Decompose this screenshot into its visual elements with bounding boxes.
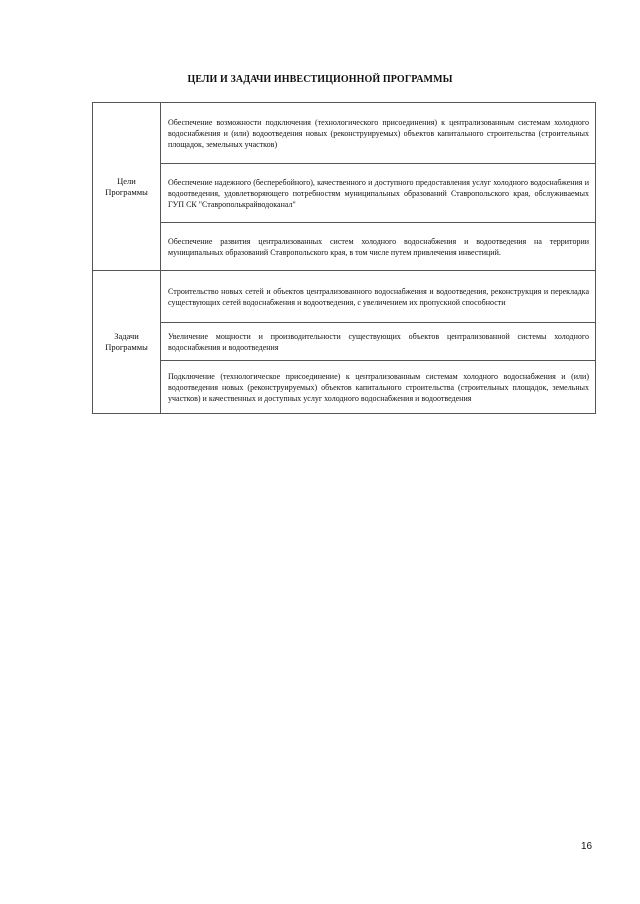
goal-item-2-text: Обеспечение надежного (бесперебойного), качественного и доступного предоставления услуг холодного водоснабжения и водоотведения, удовлетворяющего потребностям муниципальных образований Ставропольского края, обслуживаемых ГУП СК "Ставрополькрайводоканал" [168,177,589,209]
goal-item-3 [161,223,595,270]
goal-item-2 [161,164,595,223]
tasks-label-line1: Задачи [114,331,139,341]
tasks-items [161,271,595,413]
tasks-label-line2: Программы [105,342,148,352]
goal-item-1 [161,103,595,164]
task-item-1-text: Строительство новых сетей и объектов централизованного водоснабжения и водоотведения, реконструкция и перекладка существующих сетей водоснабжения и водоотведения, с увеличением их пропускной способности [168,286,589,307]
task-item-2-text: Увеличение мощности и производительности существующих объектов централизованной системы холодного водоснабжения и водоотведения [168,331,589,352]
tasks-row-group [93,271,595,413]
page-number: 16 [581,841,593,852]
task-item-1 [161,271,595,323]
goals-label-cell [93,103,161,270]
page-title: ЦЕЛИ И ЗАДАЧИ ИНВЕСТИЦИОННОЙ ПРОГРАММЫ [187,74,453,85]
goals-label-line1: Цели [117,175,136,186]
task-item-3 [161,361,595,413]
goals-tasks-table [92,102,596,414]
task-item-2 [161,323,595,361]
goals-row-group [93,103,595,271]
goal-item-1-text: Обеспечение возможности подключения (технологического присоединения) к централизованным системам холодного водоснабжения и (или) водоотведения новых (реконструируемых) объектов капитального строительства (строительных площадок, земельных участков) [168,117,589,149]
goals-items [161,103,595,270]
goals-label-line2: Программы [105,186,148,197]
goal-item-3-text: Обеспечение развития централизованных систем холодного водоснабжения и водоотведения на территории муниципальных образований Ставропольского края, в том числе путем привлечения инвестиций. [168,236,589,257]
tasks-label-cell [93,271,161,413]
task-item-3-text: Подключение (технологическое присоединение) к централизованным системам холодного водоснабжения и (или) водоотведения новых (реконструируемых) объектов капитального строительства (строительных площадок, земельных участков) и качественных и доступных услуг холодного водоснабжения и водоотведения [168,371,589,403]
